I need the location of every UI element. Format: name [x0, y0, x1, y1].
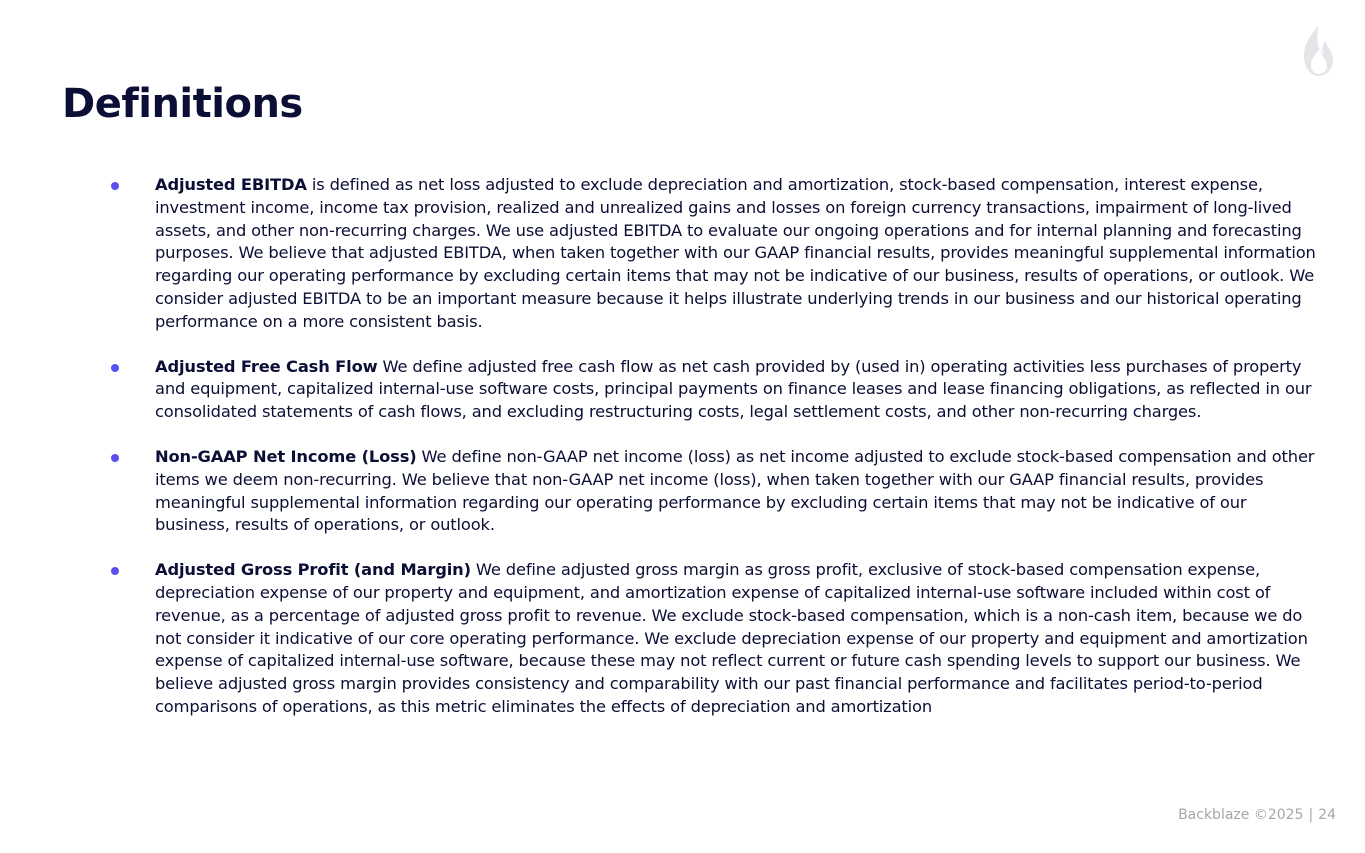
definition-term: Adjusted Gross Profit (and Margin): [155, 560, 471, 580]
definition-description: is defined as net loss adjusted to exclude depreciation and amortization, stock-based compensation, interest expense, investment income, income tax provision, realized and unrealized gains and losses on foreign currency transactions, impairment of long-lived assets, and other non-recurring charges. We use adjusted EBITDA to evaluate our ongoing operations and for internal planning and forecasting purposes. We believe that adjusted EBITDA, when taken together with our GAAP financial results, provides meaningful supplemental information regarding our operating performance by excluding certain items that may not be indicative of our business, results of operations, or outlook. We consider adjusted EBITDA to be an important measure because it helps illustrate underlying trends in our business and our historical operating performance on a more consistent basis.: [155, 175, 1316, 331]
definition-term: Adjusted EBITDA: [155, 175, 307, 194]
flame-icon: [1300, 22, 1336, 78]
definition-adjusted-ebitda: [108, 174, 1318, 334]
definition-description: We define non-GAAP net income (loss) as net income adjusted to exclude stock-based compensation and other items we deem non-recurring. We believe that non-GAAP net income (loss), when taken together with our GAAP financial results, provides meaningful supplemental information regarding our operating performance by excluding certain items that may not be indicative of our business, results of operations, or outlook.: [155, 446, 1315, 535]
bullet-icon: [111, 364, 119, 372]
bullet-icon: [111, 567, 119, 575]
page-number: 24: [1318, 807, 1336, 823]
slide-footer: [1178, 806, 1336, 824]
definition-non-gaap-net-income: [108, 446, 1318, 537]
definition-description: We define adjusted gross margin as gross profit, exclusive of stock-based compensation expense, depreciation expense of our property and equipment, and amortization expense of capitalized internal-use software included within cost of revenue, as a percentage of adjusted gross profit to revenue. We exclude stock-based compensation, which is a non-cash item, because we do not consider it indicative of our core operating performance. We exclude depreciation expense of our property and equipment and amortization expense of capitalized internal-use software, because these may not reflect current or future cash spending levels to support our business. We believe adjusted gross margin provides consistency and comparability with our past financial performance and facilitates period-to-period comparisons of operations, as this metric eliminates the effects of depreciation and amortization: [155, 560, 1308, 716]
footer-separator: |: [1308, 807, 1314, 823]
bullet-icon: [111, 454, 119, 462]
definition-term: Non-GAAP Net Income (Loss): [155, 446, 417, 466]
bullet-icon: [111, 182, 119, 190]
page-title: Definitions: [62, 81, 303, 127]
definitions-list: [108, 174, 1318, 741]
definition-description: We define adjusted free cash flow as net cash provided by (used in) operating activities less purchases of property and equipment, capitalized internal-use software costs, principal payments on finance leases and lease financing obligations, as reflected in our consolidated statements of cash flows, and excluding restructuring costs, legal settlement costs, and other non-recurring charges.: [155, 356, 1312, 422]
definition-adjusted-gross-profit: [108, 559, 1318, 719]
definition-adjusted-free-cash-flow: [108, 356, 1318, 424]
footer-copyright: Backblaze ©2025: [1178, 807, 1304, 823]
definition-term: Adjusted Free Cash Flow: [155, 356, 378, 376]
